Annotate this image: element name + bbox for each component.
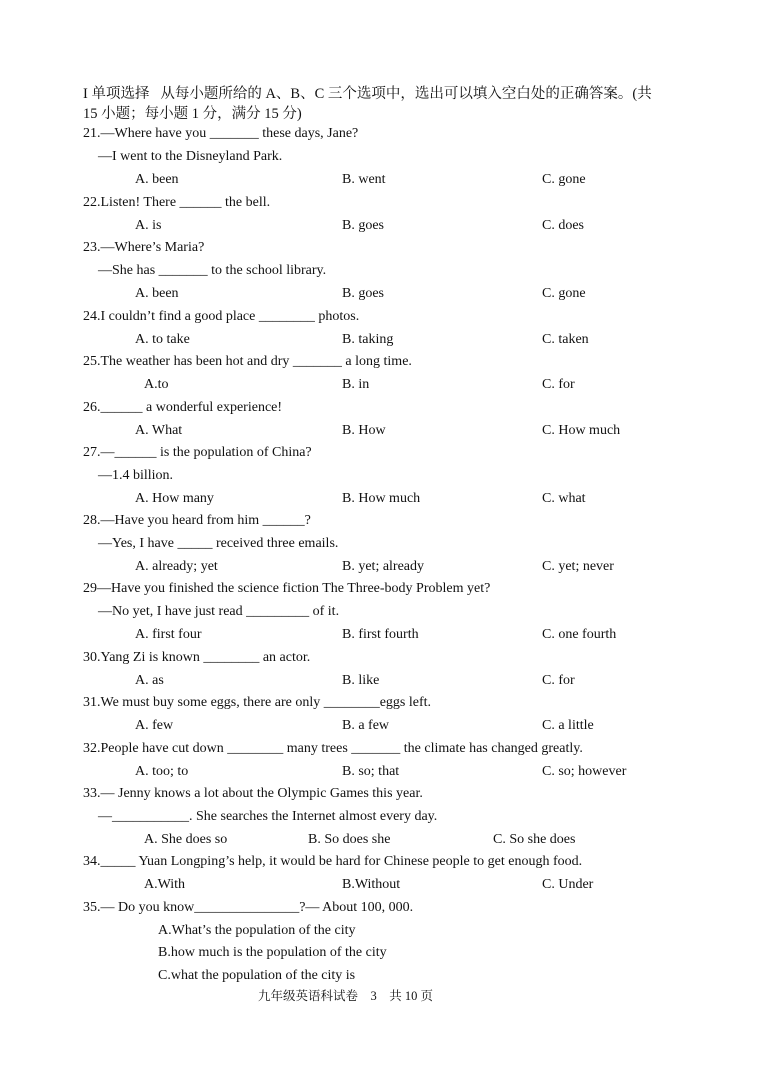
question-26-stem: 26.______ a wonderful experience! — [83, 400, 283, 415]
question-23-reply: —She has _______ to the school library. — [98, 263, 327, 278]
option-27-a: A. How many — [135, 491, 214, 506]
question-35-stem: 35.— Do you know_______________?— About 100, 000. — [83, 900, 414, 915]
option-24-c: C. taken — [542, 332, 589, 347]
question-28-reply: —Yes, I have _____ received three emails. — [98, 536, 339, 551]
question-32-stem: 32.People have cut down ________ many trees _______ the climate has changed greatly. — [83, 741, 583, 756]
question-30-stem: 30.Yang Zi is known ________ an actor. — [83, 650, 311, 665]
section-title-line1: I 单项选择 从每小题所给的 A、B、C 三个选项中，选出可以填入空白处的正确答案。(共 — [83, 86, 652, 102]
option-23-a: A. been — [135, 286, 179, 301]
option-28-b: B. yet; already — [342, 559, 425, 574]
option-34-a: A.With — [144, 877, 186, 892]
option-35-b: B.how much is the population of the city — [158, 945, 387, 960]
option-32-c: C. so; however — [542, 764, 627, 779]
question-21-reply: —I went to the Disneyland Park. — [98, 149, 283, 164]
option-30-a: A. as — [135, 673, 164, 688]
question-25-stem: 25.The weather has been hot and dry _______ a long time. — [83, 354, 412, 369]
question-23-stem: 23.—Where’s Maria? — [83, 240, 205, 255]
question-27-reply: —1.4 billion. — [98, 468, 174, 483]
page-footer: 九年级英语科试卷 3 共 10 页 — [258, 989, 434, 1003]
option-27-c: C. what — [542, 491, 586, 506]
option-33-b: B. So does she — [308, 832, 391, 847]
question-28-stem: 28.—Have you heard from him ______? — [83, 513, 311, 528]
option-22-b: B. goes — [342, 218, 384, 233]
question-31-stem: 31.We must buy some eggs, there are only ________eggs left. — [83, 695, 432, 710]
question-27-stem: 27.—______ is the population of China? — [83, 445, 312, 460]
option-28-a: A. already; yet — [135, 559, 218, 574]
question-29-stem: 29—Have you finished the science fiction The Three-body Problem yet? — [83, 581, 491, 596]
option-32-b: B. so; that — [342, 764, 400, 779]
question-24-stem: 24.I couldn’t find a good place ________ photos. — [83, 309, 360, 324]
question-21-stem: 21.—Where have you _______ these days, Jane? — [83, 126, 359, 141]
question-22-stem: 22.Listen! There ______ the bell. — [83, 195, 271, 210]
option-31-c: C. a little — [542, 718, 594, 733]
question-29-reply: —No yet, I have just read _________ of it. — [98, 604, 340, 619]
option-29-c: C. one fourth — [542, 627, 617, 642]
option-21-c: C. gone — [542, 172, 586, 187]
option-21-b: B. went — [342, 172, 386, 187]
option-22-a: A. is — [135, 218, 162, 233]
option-24-b: B. taking — [342, 332, 394, 347]
option-33-a: A. She does so — [144, 832, 228, 847]
option-26-c: C. How much — [542, 423, 621, 438]
option-31-a: A. few — [135, 718, 174, 733]
option-25-c: C. for — [542, 377, 575, 392]
option-34-b: B.Without — [342, 877, 401, 892]
option-31-b: B. a few — [342, 718, 390, 733]
option-25-a: A.to — [144, 377, 169, 392]
option-24-a: A. to take — [135, 332, 190, 347]
section-title-line2: 15 小题；每小题 1 分，满分 15 分) — [83, 106, 302, 122]
option-35-a: A.What’s the population of the city — [158, 923, 356, 938]
option-28-c: C. yet; never — [542, 559, 614, 574]
option-29-b: B. first fourth — [342, 627, 419, 642]
option-33-c: C. So she does — [493, 832, 576, 847]
option-32-a: A. too; to — [135, 764, 189, 779]
option-26-a: A. What — [135, 423, 183, 438]
option-25-b: B. in — [342, 377, 370, 392]
option-23-b: B. goes — [342, 286, 384, 301]
option-35-c: C.what the population of the city is — [158, 968, 356, 983]
option-30-c: C. for — [542, 673, 575, 688]
option-29-a: A. first four — [135, 627, 202, 642]
option-30-b: B. like — [342, 673, 380, 688]
option-22-c: C. does — [542, 218, 584, 233]
question-34-stem: 34._____ Yuan Longping’s help, it would be hard for Chinese people to get enough food. — [83, 854, 583, 869]
question-33-reply: —___________. She searches the Internet almost every day. — [98, 809, 438, 824]
option-26-b: B. How — [342, 423, 386, 438]
option-27-b: B. How much — [342, 491, 421, 506]
question-33-stem: 33.— Jenny knows a lot about the Olympic Games this year. — [83, 786, 423, 801]
option-34-c: C. Under — [542, 877, 594, 892]
option-21-a: A. been — [135, 172, 179, 187]
option-23-c: C. gone — [542, 286, 586, 301]
